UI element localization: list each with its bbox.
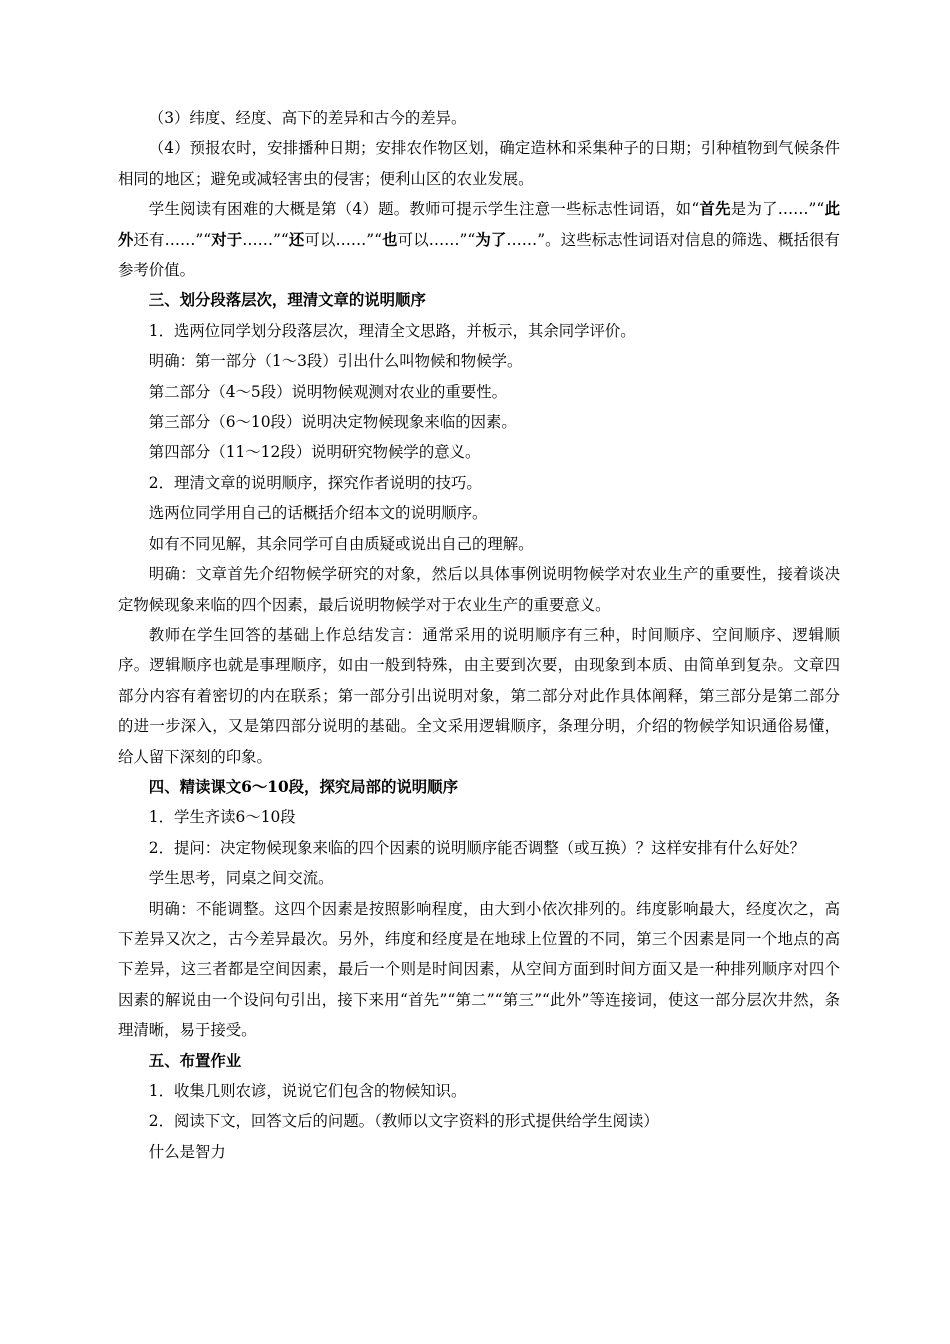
paragraph: 明确：不能调整。这四个因素是按照影响程度，由大到小依次排列的。纬度影响最大，经度次之，高下差异又次之，古今差异最次。另外，纬度和经度是在地球上位置的不同，第三个因素是同一个地点的高下差异，这三者都是空间因素，最后一个则是时间因素，从空间方面到时间方面又是一种排列顺序对四个因素的解说由一个设问句引出，接下来用“首先”“第二”“第三”“此外”等连接词，使这一部分层次井然，条理清晰，易于接受。 (118, 899, 840, 1040)
section-heading: 四、精读课文6～10段，探究局部的说明顺序 (148, 777, 458, 796)
section-heading: 五、布置作业 (148, 1051, 242, 1070)
text-run: 是为了……”“ (730, 200, 825, 219)
text-run: ……”。这些标志性词语对信息的筛选、概括很有参考价值。 (118, 230, 840, 280)
text-run: 还有……”“ (133, 230, 212, 249)
section-heading: 三、划分段落层次，理清文章的说明顺序 (148, 291, 426, 310)
paragraph: 明确：第一部分（1～3段）引出什么叫物候和物候学。 (148, 352, 523, 371)
paragraph: 选两位同学用自己的话概括介绍本文的说明顺序。 (148, 504, 488, 523)
paragraph: 明确：文章首先介绍物候学研究的对象，然后以具体事例说明物候学对农业生产的重要性，接着谈决定物候现象来临的四个因素，最后说明物候学对于农业生产的重要意义。 (118, 565, 840, 614)
paragraph: 第二部分（4～5段）说明物候观测对农业的重要性。 (148, 382, 507, 401)
paragraph: 什么是智力 (148, 1142, 226, 1161)
paragraph: 2．阅读下文，回答文后的问题。（教师以文字资料的形式提供给学生阅读） (148, 1112, 659, 1131)
paragraph: 1．学生齐读6～10段 (148, 808, 296, 827)
text-run: 可以……”“ (397, 230, 476, 249)
text-run: ……”“ (242, 230, 289, 249)
paragraph: 如有不同见解，其余同学可自由质疑或说出自己的理解。 (148, 534, 534, 553)
paragraph: 第四部分（11～12段）说明研究物候学的意义。 (148, 443, 481, 462)
paragraph: 学生思考，同桌之间交流。 (148, 869, 334, 888)
paragraph: 1．选两位同学划分段落层次，理清全文思路，并板示，其余同学评价。 (148, 321, 636, 340)
paragraph: 教师在学生回答的基础上作总结发言：通常采用的说明顺序有三种，时间顺序、空间顺序、逻辑顺序。逻辑顺序也就是事理顺序，如由一般到特殊，由主要到次要，由现象到本质、由简单到复杂。文章四部分内容有着密切的内在联系；第一部分引出说明对象，第二部分对此作具体阐释，第三部分是第二部分的进一步深入，又是第四部分说明的基础。全文采用逻辑顺序，条理分明，介绍的物候学知识通俗易懂，给人留下深刻的印象。 (118, 625, 840, 766)
marker-word: 对于 (211, 230, 243, 249)
paragraph: 2．理清文章的说明顺序，探究作者说明的技巧。 (148, 473, 482, 492)
marker-word: 此外 (118, 200, 840, 249)
marker-word: 首先 (699, 200, 731, 219)
paragraph: 1．收集几则农谚，说说它们包含的物候知识。 (148, 1082, 467, 1100)
marker-word: 为了 (475, 230, 507, 249)
paragraph: 2．提问：决定物候现象来临的四个因素的说明顺序能否调整（或互换）？这样安排有什么好处？ (148, 838, 805, 857)
paragraph: 第三部分（6～10段）说明决定物候现象来临的因素。 (148, 413, 517, 432)
text-run: 学生阅读有困难的大概是第（4）题。教师可提示学生注意一些标志性词语，如“ (148, 200, 700, 219)
paragraph: （4）预报农时，安排播种日期；安排农作物区划，确定造林和采集种子的日期；引种植物到气候条件相同的地区；避免或减轻害虫的侵害；便利山区的农业发展。 (118, 139, 840, 188)
marker-word: 还 (288, 230, 305, 249)
text-run: 可以……”“ (304, 230, 383, 249)
paragraph (118, 194, 840, 285)
marker-word: 也 (382, 230, 398, 249)
paragraph: （3）纬度、经度、高下的差异和古今的差异。 (148, 109, 467, 127)
